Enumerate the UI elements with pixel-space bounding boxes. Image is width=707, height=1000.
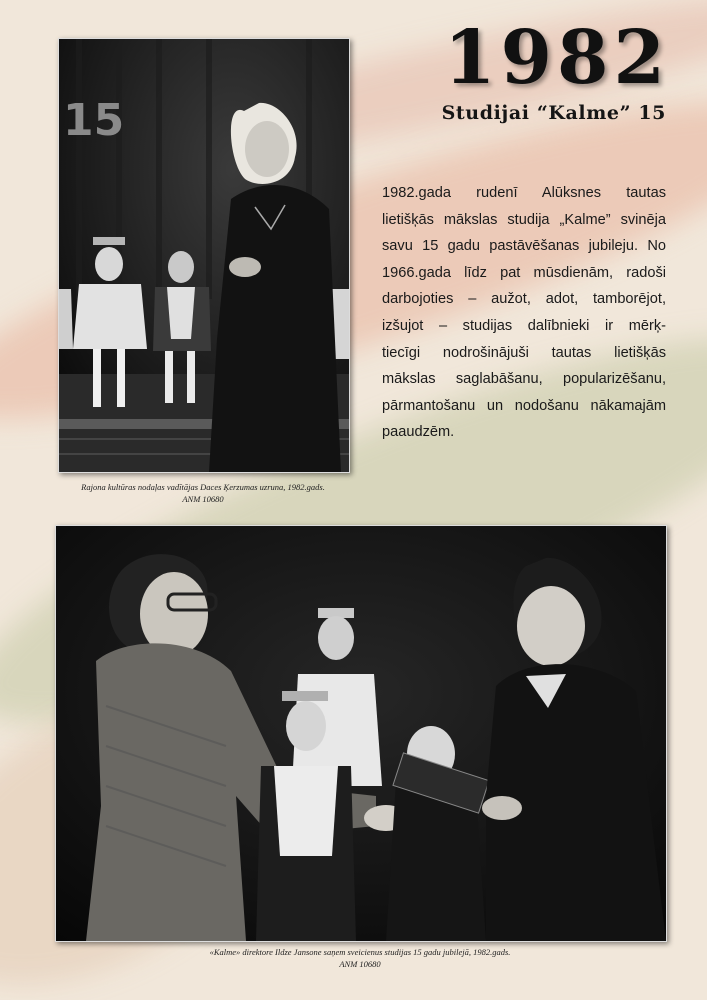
page-title-year: 1982 xyxy=(444,15,670,101)
article-line: mākslas saglabāšanu, popularizēšanu, xyxy=(382,371,666,388)
article-line: savu 15 gadu pastāvēšanas jubileju. No xyxy=(382,238,666,255)
article-line: paaudzēm. xyxy=(382,424,455,441)
article-line: 1982.gada rudenī Alūksnes tautas xyxy=(382,185,666,201)
photo-congratulations xyxy=(55,525,667,942)
article-text xyxy=(382,180,666,446)
caption-text: Rajona kultūras nodaļas vadītājas Daces Ķerzumas uzruna, 1982.gads. xyxy=(81,482,325,492)
article-line: pārmantošanu un nodošanu nākamajām xyxy=(382,397,666,414)
article-line: lietišķās mākslas studija „Kalme” svinēja xyxy=(382,211,666,228)
stage-number: 15 xyxy=(63,95,125,146)
article-line: darbojoties – aužot, adot, tamborējot, xyxy=(382,291,666,308)
photo-speech-caption xyxy=(58,481,348,505)
photo-speech xyxy=(58,38,350,473)
caption-text: «Kalme» direktore Ildze Jansone saņem sveicienus studijas 15 gadu jubilejā, 1982.gads. xyxy=(209,947,511,957)
archive-number: ANM 10680 xyxy=(182,494,224,504)
article-line: tiecīgi nodrošinājuši tautas lietišķās xyxy=(382,344,666,361)
archive-number: ANM 10680 xyxy=(339,959,381,969)
article-line: 1966.gada līdz pat mūsdienām, radoši xyxy=(382,264,666,281)
page-subtitle: Studijai “Kalme” 15 xyxy=(441,102,666,124)
article-line: izšujot – studijas dalībnieki ir mērķ- xyxy=(382,317,666,334)
photo-congratulations-caption xyxy=(55,946,665,970)
